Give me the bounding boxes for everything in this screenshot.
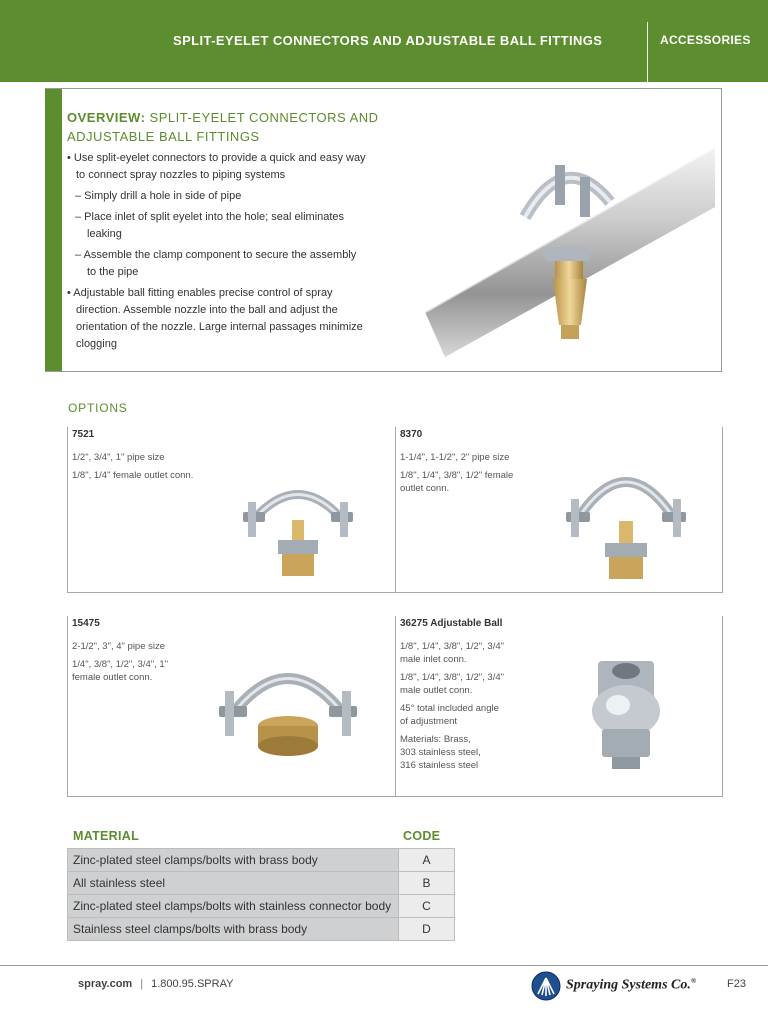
option-code: 8370 <box>400 429 423 440</box>
overview-title-lead: OVERVIEW: <box>67 110 146 125</box>
overview-bullet: • Adjustable ball fitting enables precise control of spray direction. Assemble nozzle into the ball and adjust the orientation of the nozzle. Large internal passages minimize clogging <box>67 287 363 350</box>
code-column-header: CODE <box>403 829 441 843</box>
option-spec: 2-1/2", 3", 4" pipe size <box>72 641 166 652</box>
footer-divider <box>0 965 768 966</box>
overview-box <box>45 88 722 372</box>
website-link[interactable]: spray.com <box>78 978 133 990</box>
header-section: ACCESSORIES <box>660 33 751 47</box>
material-cell: Zinc-plated steel clamps/bolts with brass body <box>68 849 399 872</box>
option-spec: 1/2", 3/4", 1" pipe size <box>72 452 165 463</box>
table-row <box>68 918 455 941</box>
code-cell: C <box>399 895 455 918</box>
overview-title-line1: SPLIT-EYELET CONNECTORS AND <box>145 110 379 125</box>
option-code: 36275 Adjustable Ball <box>400 618 503 629</box>
option-spec: male inlet conn. <box>400 654 467 665</box>
option-spec: 1/8", 1/4", 3/8", 1/2", 3/4" <box>400 672 505 683</box>
adjustable-ball-photo <box>586 651 666 776</box>
phone-number: 1.800.95.SPRAY <box>151 978 234 990</box>
option-card-36275 <box>395 616 723 797</box>
table-row <box>68 895 455 918</box>
option-spec: 1/8", 1/4", 3/8", 1/2" female <box>400 470 514 481</box>
overview-bullet: • Use split-eyelet connectors to provide a quick and easy way to connect spray nozzles to piping systems <box>67 152 366 181</box>
code-cell: B <box>399 872 455 895</box>
table-row <box>68 872 455 895</box>
spraying-systems-logo-icon <box>531 971 561 1001</box>
overview-title-line2: ADJUSTABLE BALL FITTINGS <box>67 129 260 144</box>
option-code: 7521 <box>72 429 95 440</box>
option-spec: 1/8", 1/4", 3/8", 1/2", 3/4" <box>400 641 505 652</box>
option-spec: 316 stainless steel <box>400 760 479 771</box>
overview-subitem: – Place inlet of split eyelet into the hole; seal eliminates leaking <box>75 211 345 240</box>
option-spec: outlet conn. <box>400 483 450 494</box>
pipe-connector-photo <box>415 107 715 357</box>
option-spec: 45° total included angle <box>400 703 499 714</box>
option-spec: Materials: Brass, <box>400 734 471 745</box>
clamp-7521-photo <box>238 472 358 587</box>
header-divider <box>647 22 648 82</box>
overview-accent-bar <box>45 89 62 371</box>
code-cell: A <box>399 849 455 872</box>
option-spec: 1/8", 1/4" female outlet conn. <box>72 470 194 481</box>
option-spec: 1/4", 3/8", 1/2", 3/4", 1" <box>72 659 169 670</box>
overview-title <box>67 108 387 146</box>
material-cell: All stainless steel <box>68 872 399 895</box>
material-cell: Zinc-plated steel clamps/bolts with stainless connector body <box>68 895 399 918</box>
brand-name <box>566 977 696 994</box>
option-spec: of adjustment <box>400 716 458 727</box>
option-spec: male outlet conn. <box>400 685 473 696</box>
footer-contact <box>78 978 233 990</box>
option-card-15475 <box>67 616 396 797</box>
option-spec: 1-1/4", 1-1/2", 2" pipe size <box>400 452 510 463</box>
material-column-header: MATERIAL <box>73 829 140 843</box>
material-table <box>67 848 455 941</box>
option-code: 15475 <box>72 618 100 629</box>
overview-subitem: – Assemble the clamp component to secure the assembly to the pipe <box>75 249 357 278</box>
page-header <box>0 0 768 82</box>
footer-separator: | <box>140 978 144 990</box>
option-spec: female outlet conn. <box>72 672 153 683</box>
material-cell: Stainless steel clamps/bolts with brass body <box>68 918 399 941</box>
option-card-7521 <box>67 427 396 593</box>
brand-text: Spraying Systems Co. <box>566 977 691 993</box>
overview-list <box>67 150 367 357</box>
clamp-15475-photo <box>213 656 363 791</box>
header-title: SPLIT-EYELET CONNECTORS AND ADJUSTABLE BALL FITTINGS <box>173 33 603 48</box>
code-cell: D <box>399 918 455 941</box>
overview-subitem: – Simply drill a hole in side of pipe <box>75 190 242 202</box>
option-card-8370 <box>395 427 723 593</box>
page-number: F23 <box>727 978 746 990</box>
clamp-8370-photo <box>561 457 691 587</box>
option-spec: 303 stainless steel, <box>400 747 481 758</box>
registered-mark: ® <box>690 977 697 985</box>
table-row <box>68 849 455 872</box>
options-title: OPTIONS <box>68 401 128 415</box>
